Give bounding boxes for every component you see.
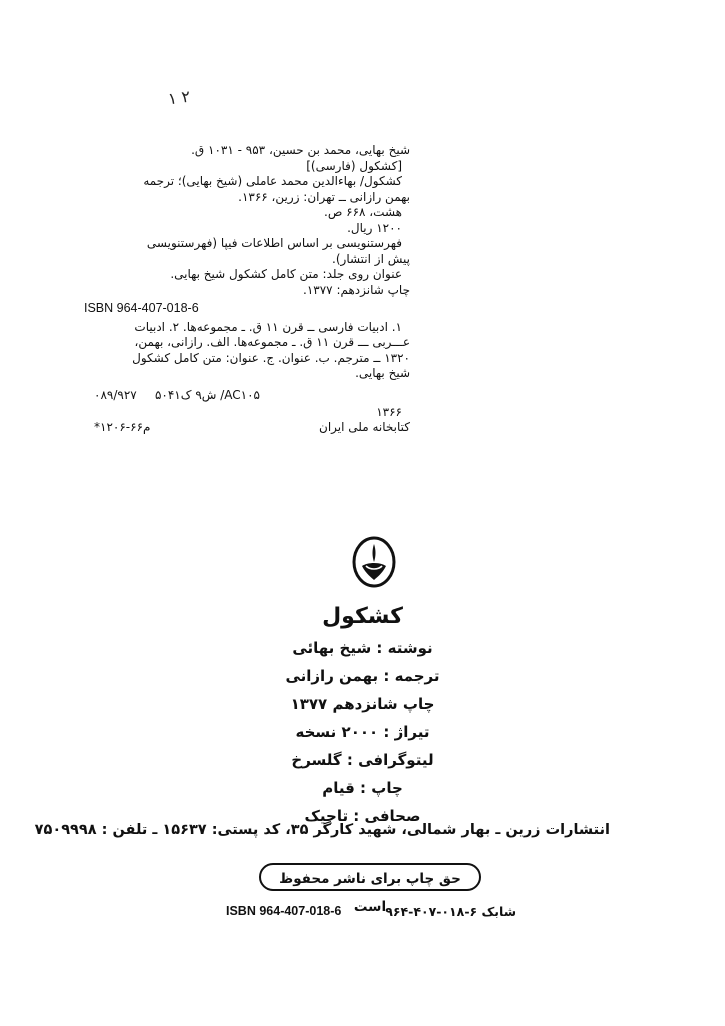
cip-line: شیخ بهایی، محمد بن حسین، ۹۵۳ - ۱۰۳۱ ق.: [191, 143, 410, 157]
isbn-latin: ISBN 964-407-018-6: [226, 904, 342, 918]
library-number: م۶۶-۱۲۰۶*: [94, 420, 151, 434]
cataloging-in-publication-block: [84, 143, 410, 437]
lithography-line: لیتوگرافی : گلسرخ: [291, 751, 434, 769]
cip-subject-line: ۱. ادبیات فارسی ــ قرن ۱۱ ق. ـ مجموعه‌ها. ۲. ادبیات: [134, 319, 402, 334]
cip-line: عنوان روی جلد: متن کامل کشکول شیخ بهایی.: [170, 267, 402, 281]
edition-line: چاپ شانزدهم ۱۳۷۷: [290, 695, 435, 713]
cip-line: [کشکول (فارسی)]: [306, 158, 402, 173]
cip-line: ۱۲۰۰ ریال.: [347, 220, 402, 235]
cip-subject-line: شیخ بهایی.: [355, 366, 410, 380]
cip-line: بهمن رازانی ــ تهران: زرین، ۱۳۶۶.: [238, 189, 410, 204]
classification-dewey: ۰۸۹/۹۲۷: [94, 387, 137, 402]
cip-year-code: ۱۳۶۶: [376, 404, 402, 419]
author-line: نوشته : شیخ بهائی: [292, 639, 433, 657]
isbn-persian: شابک ۶-۰۱۸-۴۰۷-۹۶۴: [385, 904, 516, 919]
colophon: [0, 600, 725, 830]
rights-notice: حق چاپ برای ناشر محفوظ است: [259, 863, 481, 891]
publisher-logo-icon: [352, 536, 396, 588]
translator-line: ترجمه : بهمن رازانی: [285, 667, 440, 685]
book-title: کشکول: [322, 604, 403, 629]
cip-subject-line: ۱۳۲۰ ــ مترجم. ب. عنوان. ج. عنوان: متن کامل کشکول: [132, 350, 410, 365]
library-label: کتابخانه ملی ایران: [319, 420, 410, 434]
bottom-isbn: [226, 904, 516, 919]
cip-line: کشکول/ بهاءالدین محمد عاملی (شیخ بهایی)؛ ترجمه: [143, 174, 402, 188]
printing-line: چاپ : قیام: [322, 779, 403, 797]
publisher-address: انتشارات زرین ـ بهار شمالی، شهید کارگر ۳۵، کد پستی: ۱۵۶۳۷ ـ تلفن : ۷۵۰۹۹۹۸: [34, 822, 610, 838]
cip-line: چاپ شانزدهم: ۱۳۷۷.: [303, 282, 410, 297]
handwritten-mark: ۱ ۲: [166, 86, 192, 109]
cip-classification-row: [84, 388, 410, 405]
cip-line: فهرستنویسی بر اساس اطلاعات فیپا (فهرستنویسی: [146, 236, 402, 250]
binding-line: صحافی : تاجیک: [304, 807, 421, 825]
cip-line: پیش از انتشار).: [332, 251, 410, 266]
cip-library-row: [84, 420, 410, 437]
classification-lc: AC۱۰۵/ ش۹ ک۵۰۴۱: [154, 387, 260, 402]
cip-isbn: ISBN 964-407-018-6: [84, 301, 199, 315]
print-run-line: تیراژ : ۲۰۰۰ نسخه: [295, 723, 430, 741]
cip-line: هشت، ۶۶۸ ص.: [324, 205, 402, 219]
cip-subject-line: عـــربی ـــ قرن ۱۱ ق. ـ مجموعه‌ها. الف. رازانی، بهمن،: [134, 335, 410, 349]
